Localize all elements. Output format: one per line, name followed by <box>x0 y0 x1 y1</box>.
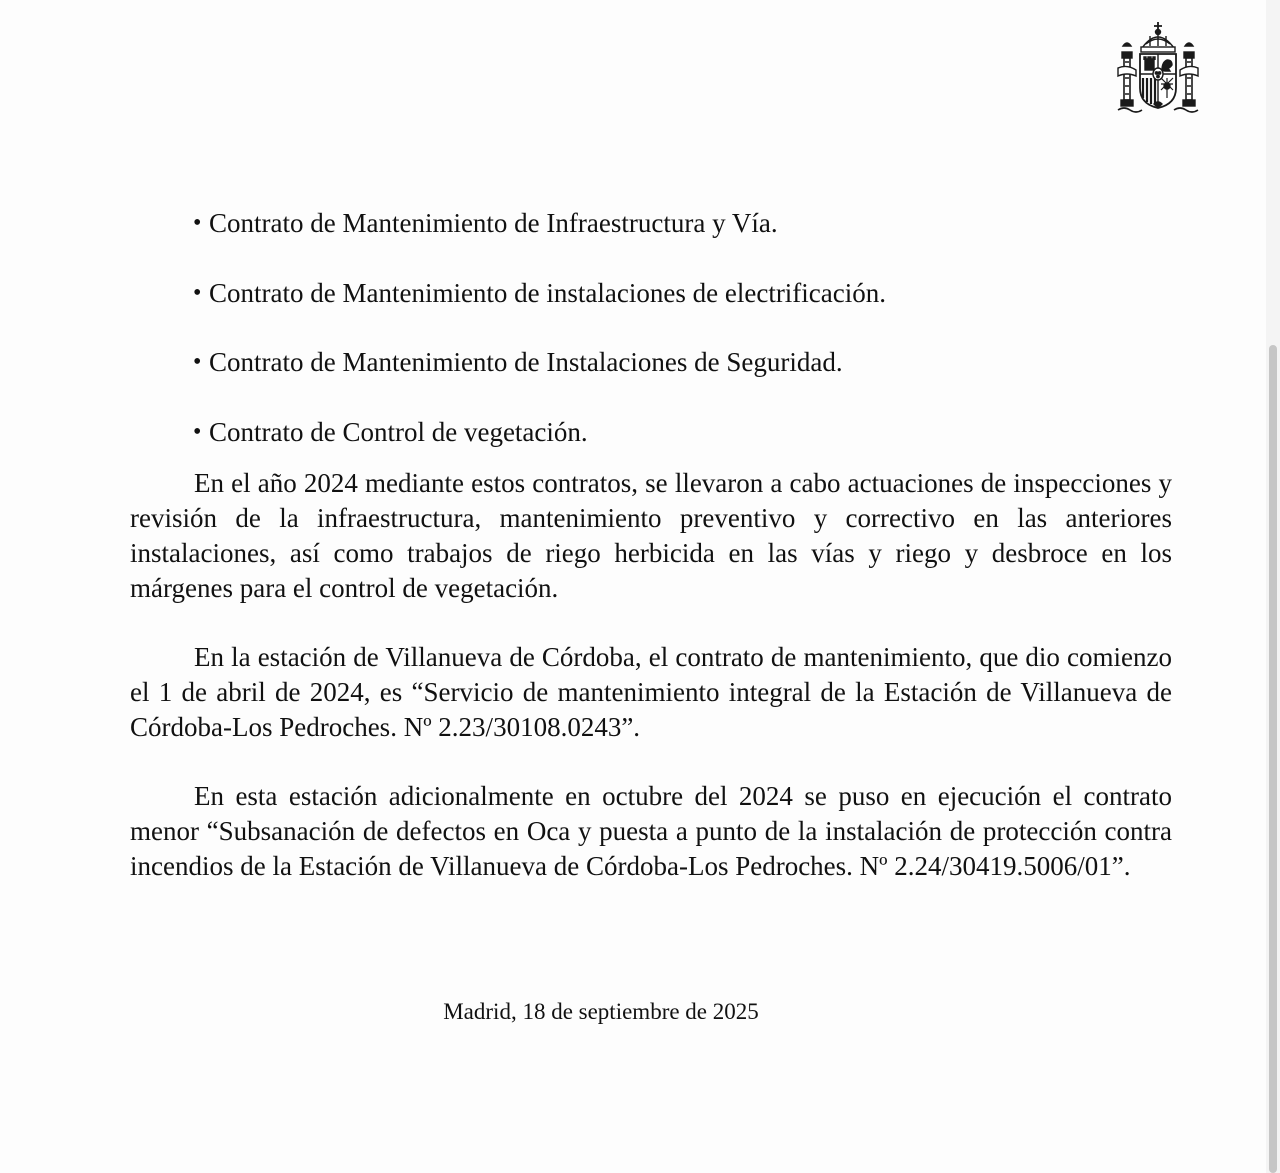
scrollbar-thumb[interactable] <box>1269 345 1277 1173</box>
bullet-icon: • <box>193 279 202 306</box>
bullet-icon: • <box>193 418 202 445</box>
place-date-text: Madrid, 18 de septiembre de 2025 <box>443 999 759 1024</box>
paragraph-fire-protection: En esta estación adicionalmente en octubre del 2024 se puso en ejecución el contrato menor “Subsanación de defectos en Oca y puesta a punto de la instalación de protección contra incendios de la Estación de Villanueva de Córdoba-Los Pedroches. Nº 2.24/30419.5006/01”. <box>130 781 1172 881</box>
bullet-icon: • <box>193 210 202 236</box>
paragraph-contract-actions: En el año 2024 mediante estos contratos, se llevaron a cabo actuaciones de inspecciones y revisión de la infraestructura, mantenimiento preventivo y correctivo en las anteriores instalaciones, así como trabajos de riego herbicida en las vías y riego y desbroce en los márgenes para el control de vegetación. <box>130 468 1172 603</box>
list-item <box>130 206 1172 240</box>
scrollbar-track[interactable] <box>1266 0 1280 1173</box>
spanish-coat-of-arms-icon <box>1112 18 1204 116</box>
list-item <box>130 276 1172 310</box>
list-item-text: Contrato de Mantenimiento de Instalaciones de Seguridad. <box>209 347 843 377</box>
list-item-text: Contrato de Mantenimiento de instalaciones de electrificación. <box>209 277 887 308</box>
list-item <box>130 415 1172 449</box>
paragraph-station-maintenance: En la estación de Villanueva de Córdoba, el contrato de mantenimiento, que dio comienzo el 1 de abril de 2024, es “Servicio de mantenimiento integral de la Estación de Villanueva de Córdoba-Los Pedroches. Nº 2.23/30108.0243”. <box>130 642 1172 742</box>
list-item-text: Contrato de Mantenimiento de Infraestructura y Vía. <box>209 208 778 238</box>
list-item-text: Contrato de Control de vegetación. <box>209 416 588 447</box>
bullet-icon: • <box>193 349 202 375</box>
signing-place-date <box>0 997 1280 1027</box>
document-body <box>130 206 1172 918</box>
list-item <box>130 345 1172 379</box>
